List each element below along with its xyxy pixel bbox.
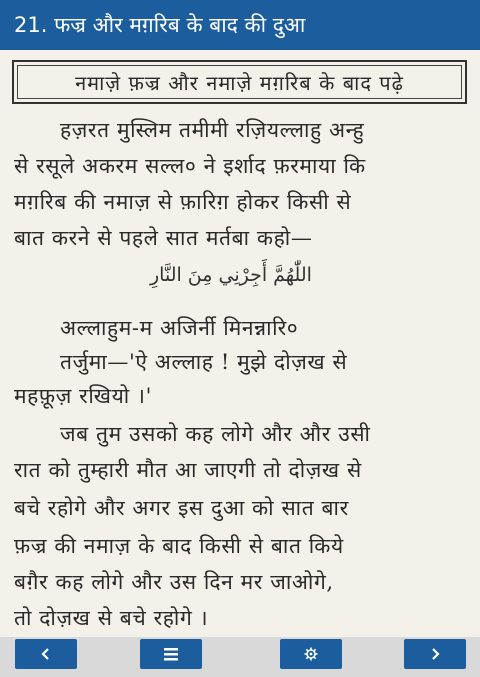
bottom-toolbar bbox=[0, 637, 480, 677]
text-line-10: बचे रहोगे और अगर इस दुआ को सात बार bbox=[14, 496, 349, 520]
menu-icon bbox=[163, 646, 179, 662]
text-line-1: हज़रत मुस्लिम तमीमी रज़ियल्लाहु अन्हु bbox=[60, 118, 365, 142]
menu-button[interactable] bbox=[140, 639, 202, 669]
text-line-6: तर्जुमा—'ऐ अल्लाह ! मुझे दोज़ख से bbox=[60, 350, 348, 374]
chevron-right-icon bbox=[429, 647, 441, 661]
chevron-left-icon bbox=[40, 647, 52, 661]
text-line-2: से रसूले अकरम सल्ल० ने इर्शाद फ़रमाया कि bbox=[14, 154, 366, 178]
book-page bbox=[0, 50, 480, 637]
text-line-4: बात करने से पहले सात मर्तबा कहो— bbox=[14, 226, 313, 250]
text-line-3: मग़रिब की नमाज़ से फ़ारिग़ होकर किसी से bbox=[14, 190, 352, 214]
previous-button[interactable] bbox=[15, 639, 77, 669]
text-line-5: अल्लाहुम-म अजिर्नी मिनन्नारि० bbox=[60, 316, 299, 340]
boxed-heading-text: नमाज़े फ़ज्र और नमाज़े मग़रिब के बाद पढ़े bbox=[75, 70, 404, 95]
settings-button[interactable] bbox=[280, 639, 342, 669]
text-line-9: रात को तुम्हारी मौत आ जाएगी तो दोज़ख से bbox=[14, 458, 362, 482]
text-line-13: तो दोज़ख से बचे रहोगे । bbox=[14, 606, 209, 630]
page-title: 21. फज्र और मग़रिब के बाद की दुआ bbox=[14, 13, 306, 37]
title-bar bbox=[0, 0, 480, 50]
boxed-heading bbox=[12, 60, 467, 104]
gear-icon bbox=[304, 647, 318, 661]
text-line-7: महफ़ूज़ रखियो ।' bbox=[14, 384, 152, 408]
boxed-heading-frame bbox=[17, 65, 462, 99]
next-button[interactable] bbox=[404, 639, 466, 669]
text-line-8: जब तुम उसको कह लोगे और और उसी bbox=[60, 422, 371, 446]
text-line-12: बग़ैर कह लोगे और उस दिन मर जाओगे, bbox=[14, 570, 334, 594]
arabic-dua: اللّٰهُمَّ أَجِرْنِي مِنَ النَّارِ bbox=[150, 264, 312, 286]
text-line-11: फ़ज्र की नमाज़ के बाद किसी से बात किये bbox=[14, 534, 344, 558]
